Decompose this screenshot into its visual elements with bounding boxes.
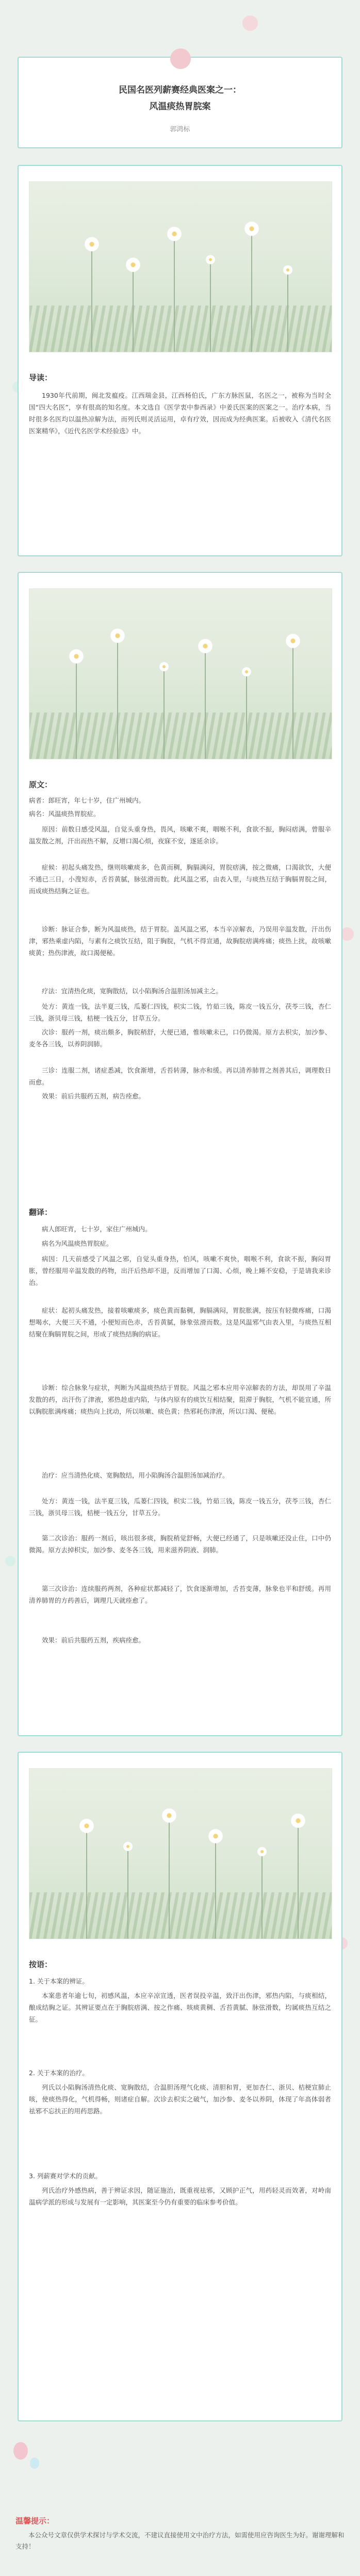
- translation-para: 治疗：应当清热化痰、宽胸散结，用小陷胸汤合温胆汤加减治疗。: [42, 1471, 229, 1479]
- article-title-line1: 民国名医列薪赛经典医案之一：: [119, 85, 241, 95]
- flower-illustration: [29, 588, 332, 759]
- case-para: 三诊：连服二剂，诸症悉减，饮食渐增，舌苔转薄，脉亦和缓。再以清养肺胃之剂善其后，调理数日而愈。: [29, 1066, 331, 1086]
- notice-text: 本公众号文章仅供学术探讨与学术交流，不建议直接使用文中治疗方法，如需使用应咨询医生为好。谢谢理解和支持！: [15, 2531, 345, 2550]
- notes-para: 1. 关于本案的辨证。: [29, 1977, 89, 1985]
- flower-illustration: [29, 1768, 332, 1939]
- background-dot: [5, 1556, 15, 1566]
- case-para: 疗法：宜清热化痰，宽胸散结，以小陷胸汤合温胆汤加减主之。: [42, 987, 223, 995]
- notes-para: 列氏以小陷胸汤清热化痰、宽胸散结，合温胆汤理气化痰、清胆和胃，更加杏仁、浙贝、桔梗宣肺止咳，使痰热得化，气机得畅，则诸症自解。次诊去枳实之破气，加沙参、麦冬以养阴，体现了年高体弱者祛邪不忘扶正的用药思路。: [29, 2083, 331, 2115]
- notes-title: 按语：: [29, 1960, 53, 1969]
- case-para: 原因：前数日感受风温，自觉头重身热，畏风，咳嗽不爽，咽喉不利，食欲不振，胸闷痞满，曾服辛温发散之剂，汗出而热不解，反增口渴心烦，夜寐不安，遂延余诊。: [29, 825, 331, 845]
- intro-card: [18, 165, 342, 556]
- title-card: [18, 57, 342, 148]
- intro-text: 1930年代前期，闽北发瘟疫。江西瑞金县，江西杨伯氏，广东方脉医鼠，名医之一，被称为当时全国“四大名医”，享有很高的知名度。本文选自《医学衷中参西录》中姜氏医案的医案之一。治疗本病，当时很多名医均以温热凉解为法，而列氏则灵活运用，卓有疗效，因而成为经典医案。后被收入《清代名医医案精华》，《近代名医学术经验选》中。: [29, 392, 331, 435]
- case-para: 症候：初起头痛发热，继则咳嗽痰多，色黄而稠，胸膈满闷，胃脘痞满，按之微痛，口渴欲饮，大便不通已三日，小溲短赤，舌苔黄腻，脉弦滑而数。此风温之邪，由表入里，与痰热互结于胸膈胃脘之间，而成痰热结胸之证也。: [29, 863, 331, 895]
- decor-balloon: [13, 2442, 28, 2460]
- notes-card: [18, 1752, 342, 2421]
- translation-para: 病名为风温痰热胃脘症。: [42, 1240, 113, 1247]
- case-para: 病名：风温痰热胃脘症。: [29, 810, 100, 818]
- translation-title: 翻译：: [29, 1208, 53, 1217]
- case-para: 次诊：服药一剂，痰出颇多，胸脘稍舒，大便已通，惟咳嗽未已，口仍微渴。原方去枳实，加沙参、麦冬各三钱，以养阴润肺。: [29, 1028, 331, 1048]
- notes-para: 2. 关于本案的治疗。: [29, 2069, 89, 2077]
- case-para: 诊断：脉证合参，断为风温痰热，结于胃脘。盖风温之邪，本当辛凉解表，乃误用辛温发散，汗出伤津，邪热乘虚内陷，与素有之痰饮互结，阻于胸脘，气机不得宣通，故胸脘痞满疼痛；痰热上扰，故咳嗽痰黄；热伤津液，故口渴便秘。: [29, 925, 331, 957]
- translation-para: 病因：几天前感受了风温之邪，自觉头重身热，怕风，咳嗽不爽快，咽喉不利，食欲不振，胸闷胃胀，曾经服用辛温发散的药物，出汗后热却不退，反而增加了口渴、心烦，晚上睡不安稳，于是请我来诊治。: [29, 1255, 331, 1286]
- translation-para: 效果：前后共服药五剂，疾病痊愈。: [42, 1636, 145, 1644]
- case-para: 处方：黄连一钱，法半夏三钱，瓜蒌仁四钱，枳实二钱，竹茹三钱，陈皮一钱五分，茯苓三钱，杏仁三钱，浙贝母三钱，桔梗一钱五分，甘草五分。: [29, 1003, 331, 1022]
- translation-para: 第三次诊治：连续服药两剂，各种症状都减轻了，饮食逐渐增加，舌苔变薄，脉象也平和舒缓。再用清养肺胃的方药善后，调理几天就痊愈了。: [29, 1585, 331, 1604]
- notes-para: 列氏治疗外感热病，善于辨证求因，随证施治，既重视祛邪，又顾护正气，用药轻灵而效著，对岭南温病学派的形成与发展有一定影响，其医案至今仍有重要的临床参考价值。: [29, 2187, 331, 2206]
- article-author: 郭鸿标: [170, 126, 190, 133]
- article-title-line2: 风温痰热胃脘案: [149, 101, 211, 112]
- background-dot: [242, 15, 258, 31]
- translation-para: 第二次诊治：服药一剂后，咳出很多痰，胸脘稍觉舒畅，大便已经通了，只是咳嗽还没止住，口中仍微渴。原方去掉枳实，加沙参、麦冬各三钱，用来滋养阴液、润肺。: [29, 1534, 331, 1554]
- translation-para: 诊断：综合脉象与症状，判断为风温痰热结于胃脘。风温之邪本应用辛凉解表的方法，却误用了辛温发散的药，出汗伤了津液，邪热趁虚内陷，与体内原有的痰饮互相结聚，阻滞于胸脘，气机不能宣通，所以胸脘胀满疼痛；痰热向上扰动，所以咳嗽、痰色黄；热邪耗伤津液，所以口渴、便秘。: [29, 1384, 331, 1415]
- case-card: [18, 572, 342, 1736]
- translation-para: 症状：起初头痛发热，接着咳嗽痰多，痰色黄而黏稠，胸膈满闷，胃脘胀满，按压有轻微疼痛，口渴想喝水，大便三天不通，小便短而色赤，舌苔黄腻，脉象弦滑而数。这是风温邪气由表入里，与痰热互相结聚在胸膈胃脘之间，形成了痰热结胸的病证。: [29, 1307, 331, 1338]
- flower-illustration: [29, 181, 332, 352]
- notice-title: 温馨提示：: [15, 2516, 55, 2526]
- decor-balloon: [30, 2458, 39, 2469]
- translation-para: 处方：黄连一钱，法半夏三钱，瓜蒌仁四钱，枳实二钱，竹茹三钱，陈皮一钱五分，茯苓三钱，杏仁三钱，浙贝母三钱，桔梗一钱五分，甘草五分。: [29, 1497, 331, 1517]
- case-para: 病者：郎旺宵，年七十岁，住广州城内。: [29, 796, 145, 804]
- case-title: 原文：: [29, 780, 53, 789]
- notes-para: 本案患者年逾七旬，初感风温，本应辛凉宣透，医者误投辛温，致汗出伤津，邪热内陷，与痰相结，酿成结胸之证。其辨证要点在于胸脘痞满、按之作痛、咳痰黄稠、舌苔黄腻、脉弦滑数，均属痰热互结之征。: [29, 1992, 331, 2023]
- notes-para: 3. 列薪赛对学术的贡献。: [29, 2172, 102, 2180]
- intro-title: 导读：: [29, 373, 53, 382]
- case-para: 效果：前后共服药五剂，病告痊愈。: [42, 1092, 145, 1100]
- decor-dot: [170, 48, 191, 69]
- translation-para: 病人郎旺宵，七十岁，家住广州城内。: [42, 1225, 152, 1233]
